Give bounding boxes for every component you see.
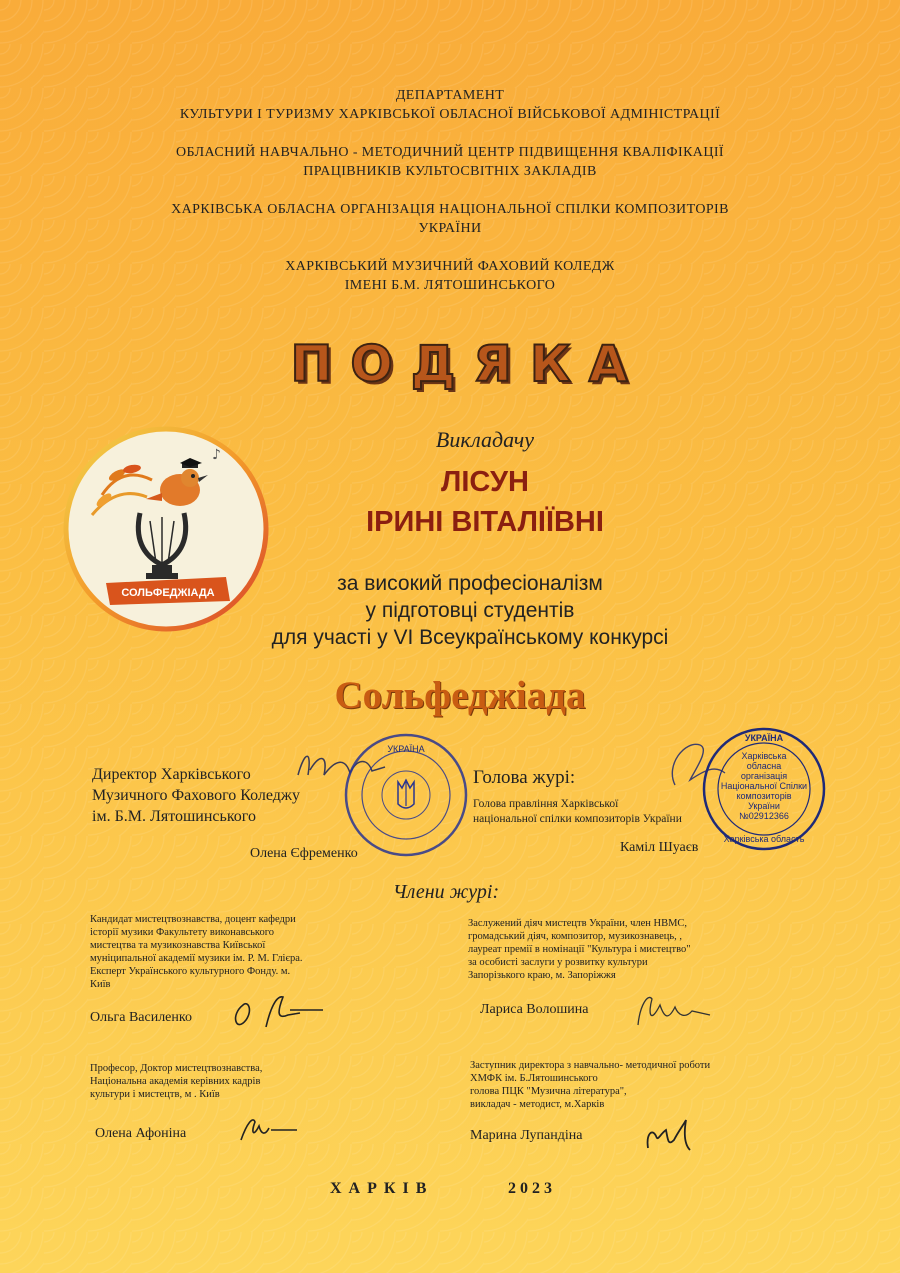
recipient-given-name: ІРИНІ ВІТАЛІЇВНІ [366,506,604,538]
header-line: ХАРКІВСЬКА ОБЛАСНА ОРГАНІЗАЦІЯ НАЦІОНАЛЬНОЇ СПІЛКИ КОМПОЗИТОРІВ [171,202,729,217]
director-line: ім. Б.М. Лятошинського [92,808,256,825]
member-desc-line: Експерт Українського культурного Фонду. м. [90,966,291,977]
reason-block [230,570,710,651]
member-desc-line: муніципальної академії музики ім. Р. М. Глієра. [90,953,303,964]
member-2-signature-icon [630,985,720,1035]
member-3-name: Олена Афоніна [95,1126,187,1141]
stamp-right-line: України [748,801,780,811]
director-name: Олена Єфременко [250,846,358,861]
member-2-desc [468,917,748,982]
header-line: ДЕПАРТАМЕНТ [395,88,505,103]
member-desc-line: викладач - методист, м.Харків [470,1099,605,1110]
header-line: ІМЕНІ Б.М. ЛЯТОШИНСЬКОГО [344,278,556,293]
header-line: КУЛЬТУРИ І ТУРИЗМУ ХАРКІВСЬКОЇ ОБЛАСНОЇ ВІЙСЬКОВОЇ АДМІНІСТРАЦІЇ [179,107,721,122]
members-title: Члени журі: [392,881,500,903]
member-4-desc [470,1059,770,1111]
header-line: ХАРКІВСЬКИЙ МУЗИЧНИЙ ФАХОВИЙ КОЛЕДЖ [285,259,615,274]
jury-head-title: Голова журі: [473,767,576,788]
jury-head-desc-line: національної спілки композиторів України [473,813,682,825]
member-desc-line: голова ПЦК "Музична література", [470,1086,627,1097]
member-desc-line: лауреат премії в номінації "Культура і мистецтво" [468,944,691,955]
jury-head-desc [473,797,723,827]
footer-year: 2023 [508,1180,556,1197]
reason-line: за високий професіоналізм [337,572,603,595]
member-desc-line: громадський діяч, композитор, музикознавець, , [468,931,683,942]
director-line: Директор Харківського [92,766,251,783]
member-1-desc [90,913,350,991]
member-4-signature-icon [640,1112,710,1157]
stamp-right-line: композиторів [736,791,792,801]
recipient-surname: ЛІСУН [441,466,529,498]
member-desc-line: Кандидат мистецтвознавства, доцент кафедри [90,914,296,925]
member-1-name: Ольга Василенко [90,1010,192,1025]
header-line: ОБЛАСНИЙ НАВЧАЛЬНО - МЕТОДИЧНИЙ ЦЕНТР ПІДВИЩЕННЯ КВАЛІФІКАЦІЇ [176,145,724,160]
reason-line: для участі у VI Всеукраїнському конкурсі [271,626,669,649]
college-stamp-icon [343,732,469,858]
svg-text:♪: ♪ [212,447,221,463]
header-block [0,86,900,295]
director-block [92,764,300,827]
member-desc-line: історії музики Факультету виконавського [90,927,275,938]
header-line: УКРАЇНИ [418,221,482,236]
stamp-right-line: організація [740,771,788,781]
member-2-name: Лариса Волошина [480,1002,589,1017]
stamp-right-bottom: Харківська область [723,834,805,844]
jury-head-desc-line: Голова правління Харківської [473,798,619,810]
reason-line: у підготовці студентів [365,599,575,622]
member-3-desc [90,1062,350,1101]
member-desc-line: культури і мистецтв, м . Київ [90,1089,220,1100]
member-desc-line: Професор, Доктор мистецтвознавства, [90,1063,263,1074]
stamp-right-top: УКРАЇНА [744,733,784,743]
footer-city: ХАРКІВ [330,1180,434,1197]
member-3-signature-icon [235,1108,305,1148]
jury-head-name: Каміл Шуаєв [620,840,699,855]
member-desc-line: мистецтва та музикознавства Київської [90,940,266,951]
member-1-signature-icon [228,985,328,1035]
member-desc-line: ХМФК ім. Б.Лятошинського [470,1073,598,1084]
member-desc-line: Київ [90,979,111,990]
stamp-right-line: №02912366 [739,811,789,821]
stamp-right-line: Національної Спілки [720,781,808,791]
member-desc-line: Національна академія керівних кадрів [90,1076,261,1087]
member-4-name: Марина Лупандіна [470,1128,583,1143]
member-desc-line: Заступник директора з навчально- методичної роботи [470,1060,711,1071]
logo-label: СОЛЬФЕДЖІАДА [121,587,215,599]
director-line: Музичного Фахового Коледжу [92,787,300,804]
member-desc-line: Заслужений діяч мистецтв України, член НВМС, [468,918,688,929]
header-line: ПРАЦІВНИКІВ КУЛЬТОСВІТНІХ ЗАКЛАДІВ [303,164,597,179]
member-desc-line: за особисті заслуги у розвитку культури [468,957,648,968]
page-title: ПОДЯКА [290,335,646,393]
composers-union-stamp-icon [700,725,828,853]
recipient-role: Викладачу [435,427,535,452]
stamp-right-line: Харківська [741,751,787,761]
stamp-left-top: УКРАЇНА [387,744,425,754]
competition-name: Сольфеджіада [334,674,586,717]
stamp-right-line: обласна [746,761,782,771]
member-desc-line: Запорізького краю, м. Запоріжжя [468,970,616,981]
